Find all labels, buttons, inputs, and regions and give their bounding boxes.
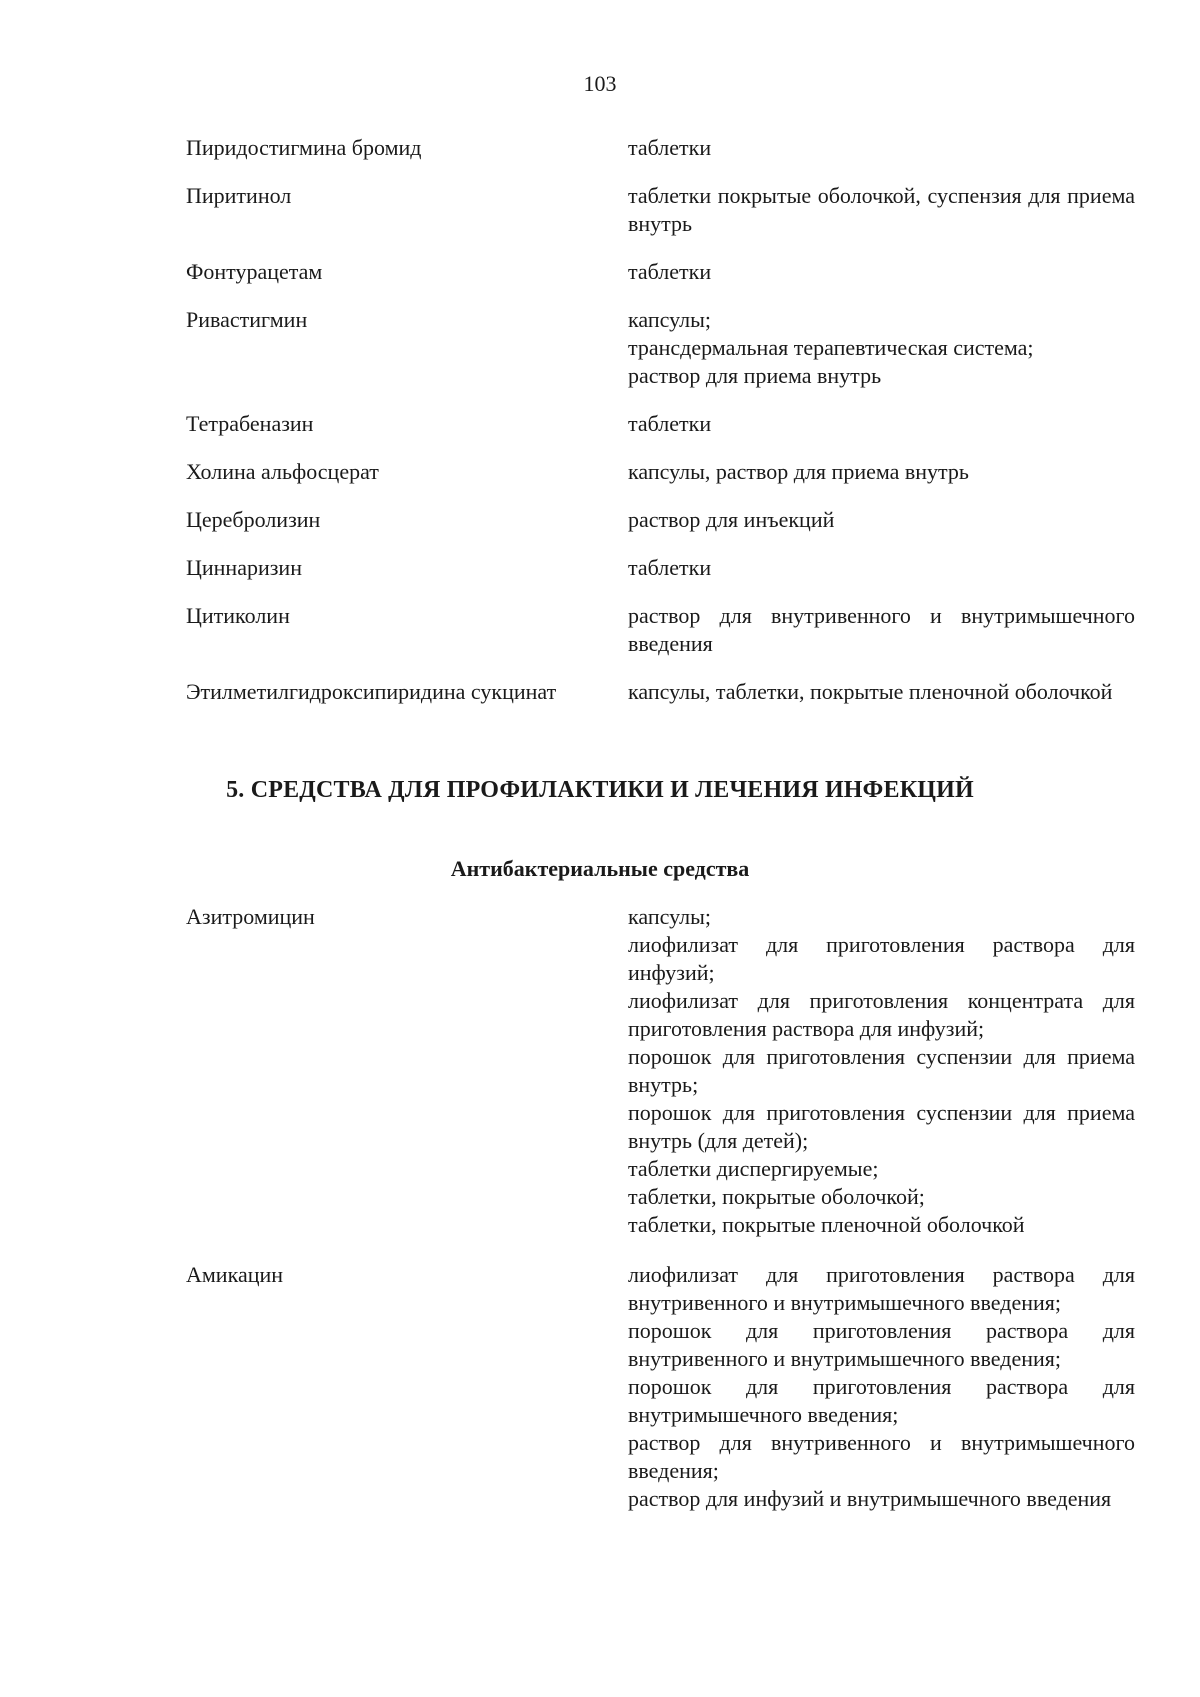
drug-list-antibacterial [186, 903, 1135, 1535]
drug-row [186, 602, 1135, 658]
drug-name: Циннаризин [186, 555, 302, 580]
dosage-forms [628, 678, 1135, 706]
dosage-form: таблетки [628, 135, 712, 160]
drug-row [186, 554, 1135, 582]
drug-row [186, 903, 1135, 1239]
dosage-forms [628, 903, 1135, 1239]
drug-name: Церебролизин [186, 507, 321, 532]
dosage-form: капсулы; [628, 904, 711, 929]
dosage-form: таблетки диспергируемые; [628, 1156, 879, 1181]
drug-name: Азитромицин [186, 904, 315, 929]
dosage-form: лиофилизат для приготовления раствора для внутривенного и внутримышечного введения; [628, 1262, 1135, 1315]
dosage-forms [628, 258, 1135, 286]
dosage-form: трансдермальная терапевтическая система; [628, 335, 1034, 360]
dosage-form: порошок для приготовления суспензии для приема внутрь; [628, 1044, 1135, 1097]
dosage-forms [628, 602, 1135, 658]
drug-name: Пиритинол [186, 183, 292, 208]
dosage-forms [628, 410, 1135, 438]
dosage-form: раствор для внутривенного и внутримышечного введения; [628, 1430, 1135, 1483]
dosage-form: раствор для приема внутрь [628, 363, 882, 388]
section-heading: 5. СРЕДСТВА ДЛЯ ПРОФИЛАКТИКИ И ЛЕЧЕНИЯ ИНФЕКЦИЙ [226, 777, 974, 803]
dosage-form: таблетки, покрытые пленочной оболочкой [628, 1212, 1025, 1237]
dosage-form: порошок для приготовления суспензии для приема внутрь (для детей); [628, 1100, 1135, 1153]
page-number: 103 [583, 71, 617, 96]
dosage-form: таблетки [628, 555, 712, 580]
drug-row [186, 306, 1135, 390]
dosage-forms [628, 134, 1135, 162]
dosage-form: порошок для приготовления раствора для внутривенного и внутримышечного введения; [628, 1318, 1135, 1371]
dosage-form: раствор для инфузий и внутримышечного введения [628, 1486, 1112, 1511]
drug-row [186, 134, 1135, 162]
dosage-form: порошок для приготовления раствора для внутримышечного введения; [628, 1374, 1135, 1427]
drug-row [186, 410, 1135, 438]
drug-row [186, 258, 1135, 286]
drug-name: Амикацин [186, 1262, 284, 1287]
drug-name: Ривастигмин [186, 307, 308, 332]
dosage-form: раствор для внутривенного и внутримышечного введения [628, 603, 1135, 656]
drug-name: Цитиколин [186, 603, 290, 628]
drug-name: Холина альфосцерат [186, 459, 379, 484]
drug-list-top [186, 134, 1135, 726]
dosage-form: таблетки покрытые оболочкой, суспензия для приема внутрь [628, 183, 1135, 236]
dosage-form: таблетки [628, 411, 712, 436]
dosage-form: таблетки [628, 259, 712, 284]
drug-row [186, 678, 1135, 706]
drug-row [186, 1261, 1135, 1513]
dosage-form: лиофилизат для приготовления концентрата для приготовления раствора для инфузий; [628, 988, 1135, 1041]
drug-name: Пиридостигмина бромид [186, 135, 422, 160]
dosage-forms [628, 182, 1135, 238]
dosage-forms [628, 458, 1135, 486]
dosage-forms [628, 306, 1135, 390]
drug-name: Тетрабеназин [186, 411, 314, 436]
dosage-form: капсулы; [628, 307, 711, 332]
dosage-form: лиофилизат для приготовления раствора для инфузий; [628, 932, 1135, 985]
dosage-forms [628, 506, 1135, 534]
dosage-form: капсулы, таблетки, покрытые пленочной оболочкой [628, 679, 1113, 704]
subsection-heading: Антибактериальные средства [450, 856, 750, 881]
dosage-form: раствор для инъекций [628, 507, 835, 532]
drug-row [186, 182, 1135, 238]
dosage-forms [628, 554, 1135, 582]
dosage-forms [628, 1261, 1135, 1513]
drug-name: Фонтурацетам [186, 259, 323, 284]
dosage-form: капсулы, раствор для приема внутрь [628, 459, 969, 484]
drug-name: Этилметилгидроксипиридина сукцинат [186, 679, 557, 704]
drug-row [186, 506, 1135, 534]
drug-row [186, 458, 1135, 486]
dosage-form: таблетки, покрытые оболочкой; [628, 1184, 925, 1209]
